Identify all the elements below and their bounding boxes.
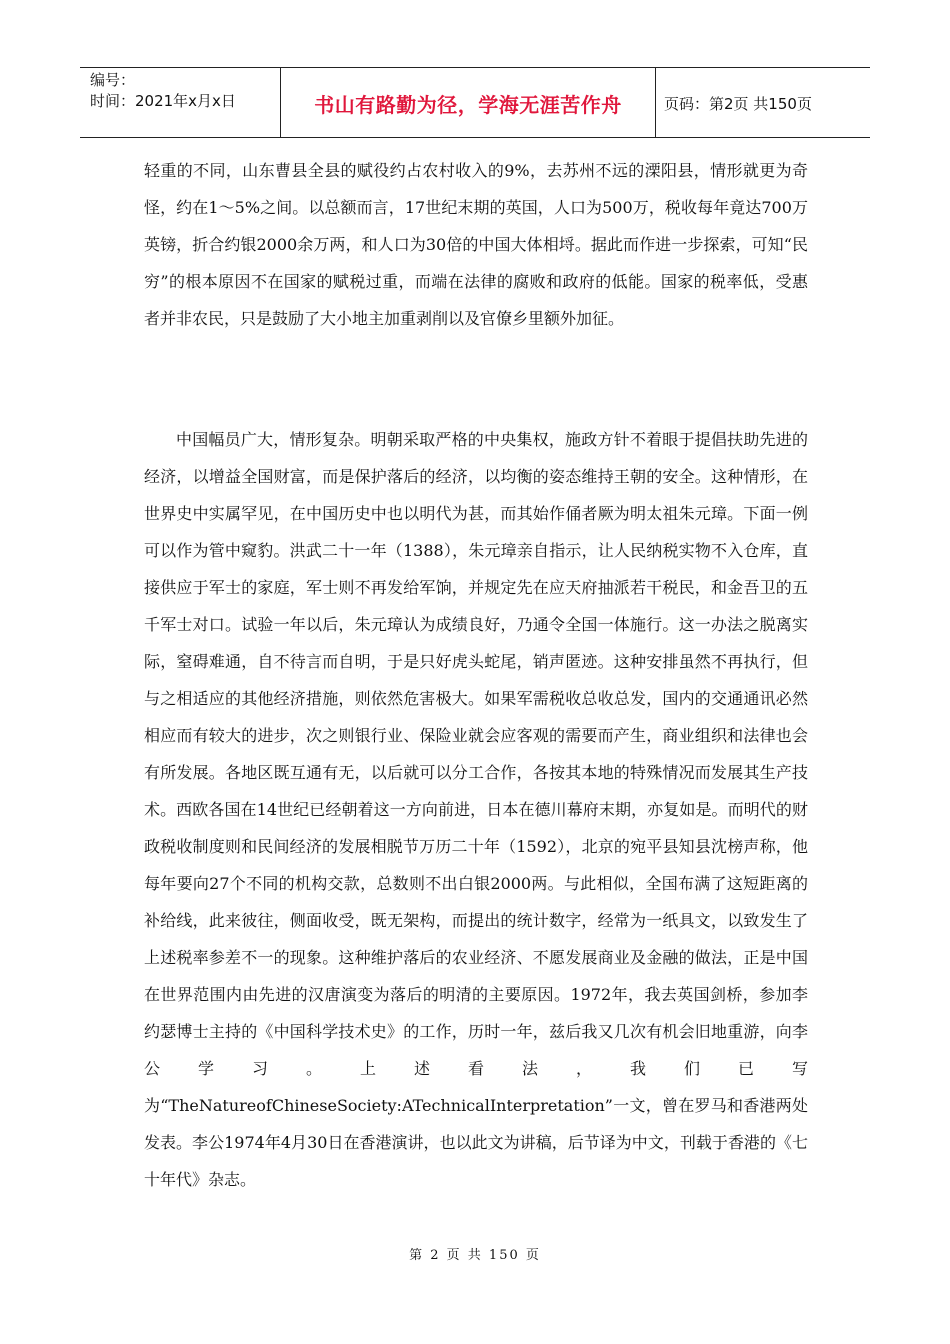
header-page-info — [656, 69, 870, 137]
paragraph: 中国幅员广大，情形复杂。明朝采取严格的中央集权，施政方针不着眼于提倡扶助先进的经济，以增益全国财富，而是保护落后的经济，以均衡的姿态维持王朝的安全。这种情形，在世界史中实属罕见，在中国历史中也以明代为甚，而其始作俑者厥为明太祖朱元璋。下面一例可以作为管中窥豹。洪武二十一年（1388），朱元璋亲自指示，让人民纳税实物不入仓库，直接供应于军士的家庭，军士则不再发给军饷，并规定先在应天府抽派若干税民，和金吾卫的五千军士对口。试验一年以后，朱元璋认为成绩良好，乃通令全国一体施行。这一办法之脱离实际，窒碍难通，自不待言而自明，于是只好虎头蛇尾，销声匿迹。这种安排虽然不再执行，但与之相适应的其他经济措施，则依然危害极大。如果军需税收总收总发，国内的交通通讯必然相应而有较大的进步，次之则银行业、保险业就会应客观的需要而产生，商业组织和法律也会有所发展。各地区既互通有无，以后就可以分工合作，各按其本地的特殊情况而发展其生产技术。西欧各国在14世纪已经朝着这一方向前进，日本在德川幕府末期，亦复如是。而明代的财政税收制度则和民间经济的发展相脱节万历二十年（1592），北京的宛平县知县沈榜声称，他每年要向27个不同的机构交款，总数则不出白银2000两。与此相似，全国布满了这短距离的补给线，此来彼往，侧面收受，既无架构，而提出的统计数字，经常为一纸具文，以致发生了上述税率参差不一的现象。这种维护落后的农业经济、不愿发展商业及金融的做法，正是中国在世界范围内由先进的汉唐演变为落后的明清的主要原因。1972年，我去英国剑桥，参加李约瑟博士主持的《中国科学技术史》的工作，历时一年，兹后我又几次有机会旧地重游，向李公学习。上述看法，我们已写为“TheNatureofChineseSociety:ATechnicalInterpretation”一文，曾在罗马和香港两处发表。李公1974年4月30日在香港演讲，也以此文为讲稿，后节译为中文，刊载于香港的《七十年代》杂志。 — [144, 430, 808, 1189]
header-motto-cell — [281, 68, 656, 137]
time-label: 时间：2021年x月x日 — [90, 92, 236, 110]
page-header — [80, 67, 870, 138]
paragraph: 轻重的不同，山东曹县全县的赋役约占农村收入的9%，去苏州不远的溧阳县，情形就更为奇怪，约在1～5%之间。以总额而言，17世纪末期的英国，人口为500万，税收每年竟达700万英镑，折合约银2000余万两，和人口为30倍的中国大体相埒。据此而作进一步探索，可知“民穷”的根本原因不在国家的赋税过重，而端在法律的腐败和政府的低能。国家的税率低，受惠者并非农民，只是鼓励了大小地主加重剥削以及官僚乡里额外加征。 — [144, 161, 808, 328]
header-meta — [80, 68, 281, 137]
document-body — [144, 152, 808, 1198]
page-info-text: 页码：第2页 共150页 — [664, 94, 812, 113]
serial-label: 编号： — [90, 71, 136, 89]
motto-text: 书山有路勤为径，学海无涯苦作舟 — [314, 93, 622, 117]
page-footer: 第 2 页 共 150 页 — [409, 1248, 541, 1263]
